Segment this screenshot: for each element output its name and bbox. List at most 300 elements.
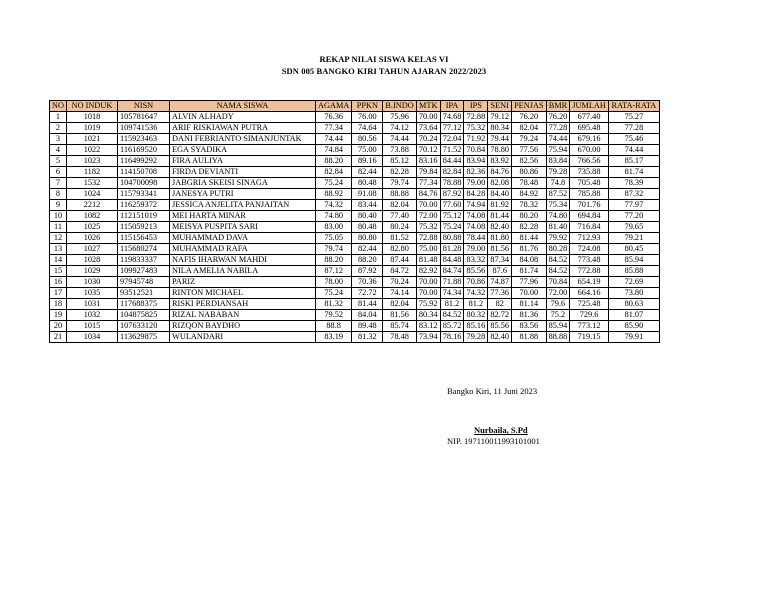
col-rata-rata-cell: 74.44 bbox=[608, 145, 659, 156]
col-jumlah-cell: 670.00 bbox=[570, 145, 609, 156]
col-rata-rata-cell: 79.91 bbox=[608, 332, 659, 343]
col-jumlah-cell: 695.48 bbox=[570, 123, 609, 134]
col-penjas-cell: 83.56 bbox=[512, 321, 547, 332]
col-nama-siswa-cell: JESSICA ANJELITA PANJAITAN bbox=[170, 200, 316, 211]
col-ipa-cell: 87.92 bbox=[440, 189, 464, 200]
col-nisn-cell: 115680274 bbox=[118, 244, 170, 255]
col-agama-cell: 77.34 bbox=[316, 123, 352, 134]
col-no-cell: 3 bbox=[50, 134, 67, 145]
col-penjas-cell: 82.56 bbox=[512, 156, 547, 167]
col-no-cell: 18 bbox=[50, 299, 67, 310]
table-row bbox=[50, 156, 660, 167]
col-jumlah-cell: 677.40 bbox=[570, 112, 609, 123]
col-bmr-cell: 75.2 bbox=[546, 310, 570, 321]
col-no-cell: 17 bbox=[50, 288, 67, 299]
col-bmr-cell: 79.28 bbox=[546, 167, 570, 178]
col-bmr-cell: 72.00 bbox=[546, 288, 570, 299]
col-no-cell: 10 bbox=[50, 211, 67, 222]
col-ips-cell: 74.08 bbox=[464, 222, 488, 233]
col-seni-cell: 82.40 bbox=[488, 332, 512, 343]
col-no-cell: 7 bbox=[50, 178, 67, 189]
col-penjas-cell: 82.28 bbox=[512, 222, 547, 233]
col-jumlah-cell: 712.93 bbox=[570, 233, 609, 244]
col-b-indo-cell: 79.74 bbox=[383, 178, 416, 189]
col-b-indo-cell: 77.40 bbox=[383, 211, 416, 222]
col-mtk-cell: 73.64 bbox=[416, 123, 440, 134]
col-agama-cell: 74.44 bbox=[316, 134, 352, 145]
col-no-induk-cell: 1082 bbox=[67, 211, 118, 222]
col-mtk-cell: 73.94 bbox=[416, 332, 440, 343]
col-ppkn-cell: 80.56 bbox=[352, 134, 383, 145]
col-rata-rata-cell: 79.21 bbox=[608, 233, 659, 244]
col-mtk-cell: 84.76 bbox=[416, 189, 440, 200]
col-jumlah-cell: 679.16 bbox=[570, 134, 609, 145]
col-nama-siswa-cell: RISKI PERDIANSAH bbox=[170, 299, 316, 310]
col-agama-cell: 88.8 bbox=[316, 321, 352, 332]
col-mtk-cell: 79.84 bbox=[416, 167, 440, 178]
col-ppkn-cell: 84.04 bbox=[352, 310, 383, 321]
col-no-induk-cell: 1027 bbox=[67, 244, 118, 255]
col-no-cell: 4 bbox=[50, 145, 67, 156]
col-ips-cell: 85.56 bbox=[464, 266, 488, 277]
col-no-induk-header: NO INDUK bbox=[67, 101, 118, 112]
col-no-cell: 13 bbox=[50, 244, 67, 255]
col-seni-cell: 79.12 bbox=[488, 112, 512, 123]
col-jumlah-cell: 785.88 bbox=[570, 189, 609, 200]
col-seni-cell: 85.56 bbox=[488, 321, 512, 332]
col-nisn-cell: 117688375 bbox=[118, 299, 170, 310]
col-penjas-cell: 80.86 bbox=[512, 167, 547, 178]
col-no-induk-cell: 1015 bbox=[67, 321, 118, 332]
signer-nip: NIP. 197110011993101001 bbox=[447, 436, 540, 446]
col-bmr-cell: 88.88 bbox=[546, 332, 570, 343]
col-penjas-cell: 77.96 bbox=[512, 277, 547, 288]
col-penjas-cell: 77.56 bbox=[512, 145, 547, 156]
col-agama-cell: 74.32 bbox=[316, 200, 352, 211]
col-ppkn-cell: 76.00 bbox=[352, 112, 383, 123]
col-no-cell: 9 bbox=[50, 200, 67, 211]
col-nama-siswa-cell: FIRDA DEVIANTI bbox=[170, 167, 316, 178]
table-row bbox=[50, 288, 660, 299]
col-ips-cell: 71.92 bbox=[464, 134, 488, 145]
col-no-induk-cell: 1029 bbox=[67, 266, 118, 277]
col-no-induk-cell: 1028 bbox=[67, 255, 118, 266]
col-no-cell: 14 bbox=[50, 255, 67, 266]
table-row bbox=[50, 233, 660, 244]
col-no-induk-cell: 2212 bbox=[67, 200, 118, 211]
col-ppkn-cell: 89.16 bbox=[352, 156, 383, 167]
col-b-indo-cell: 70.24 bbox=[383, 277, 416, 288]
col-mtk-cell: 70.24 bbox=[416, 134, 440, 145]
col-no-induk-cell: 1023 bbox=[67, 156, 118, 167]
col-no-induk-cell: 1018 bbox=[67, 112, 118, 123]
col-mtk-cell: 80.34 bbox=[416, 310, 440, 321]
col-penjas-header: PENJAS bbox=[512, 101, 547, 112]
col-seni-cell: 82 bbox=[488, 299, 512, 310]
col-no-induk-cell: 1532 bbox=[67, 178, 118, 189]
col-nama-siswa-cell: MUHAMMAD RAFA bbox=[170, 244, 316, 255]
col-rata-rata-cell: 77.20 bbox=[608, 211, 659, 222]
col-agama-cell: 75.05 bbox=[316, 233, 352, 244]
col-ips-cell: 75.32 bbox=[464, 123, 488, 134]
col-agama-cell: 74.80 bbox=[316, 211, 352, 222]
col-nisn-cell: 116499292 bbox=[118, 156, 170, 167]
table-row bbox=[50, 167, 660, 178]
col-no-induk-cell: 1019 bbox=[67, 123, 118, 134]
col-no-cell: 20 bbox=[50, 321, 67, 332]
col-mtk-cell: 70.00 bbox=[416, 277, 440, 288]
table-row bbox=[50, 266, 660, 277]
col-nisn-cell: 97945748 bbox=[118, 277, 170, 288]
col-nama-siswa-cell: RIZQON BAYDHO bbox=[170, 321, 316, 332]
col-ppkn-cell: 80.48 bbox=[352, 178, 383, 189]
col-nisn-cell: 93512521 bbox=[118, 288, 170, 299]
col-nama-siswa-cell: EGA SYADIKA bbox=[170, 145, 316, 156]
col-rata-rata-cell: 85.88 bbox=[608, 266, 659, 277]
col-nisn-cell: 107633120 bbox=[118, 321, 170, 332]
col-b-indo-cell: 74.12 bbox=[383, 123, 416, 134]
col-ips-cell: 81.2 bbox=[464, 299, 488, 310]
col-bmr-cell: 83.84 bbox=[546, 156, 570, 167]
col-ipa-cell: 81.2 bbox=[440, 299, 464, 310]
col-agama-cell: 79.52 bbox=[316, 310, 352, 321]
col-nisn-cell: 109927483 bbox=[118, 266, 170, 277]
col-ips-cell: 72.88 bbox=[464, 112, 488, 123]
col-no-cell: 1 bbox=[50, 112, 67, 123]
col-ppkn-cell: 89.48 bbox=[352, 321, 383, 332]
col-rata-rata-cell: 80.45 bbox=[608, 244, 659, 255]
table-row bbox=[50, 244, 660, 255]
col-seni-cell: 81.80 bbox=[488, 233, 512, 244]
col-jumlah-cell: 766.56 bbox=[570, 156, 609, 167]
col-jumlah-cell: 719.15 bbox=[570, 332, 609, 343]
col-b-indo-header: B.INDO bbox=[383, 101, 416, 112]
col-bmr-cell: 84.52 bbox=[546, 266, 570, 277]
col-b-indo-cell: 74.44 bbox=[383, 134, 416, 145]
col-ppkn-cell: 91.08 bbox=[352, 189, 383, 200]
col-penjas-cell: 81.76 bbox=[512, 244, 547, 255]
col-ipa-cell: 71.88 bbox=[440, 277, 464, 288]
col-rata-rata-cell: 75.27 bbox=[608, 112, 659, 123]
col-bmr-cell: 87.52 bbox=[546, 189, 570, 200]
place-date: Bangko Kiri, 11 Juni 2023 bbox=[447, 386, 538, 396]
col-seni-cell: 84.40 bbox=[488, 189, 512, 200]
col-jumlah-cell: 654.19 bbox=[570, 277, 609, 288]
col-seni-cell: 81.56 bbox=[488, 244, 512, 255]
col-penjas-cell: 81.88 bbox=[512, 332, 547, 343]
col-penjas-cell: 70.00 bbox=[512, 288, 547, 299]
col-rata-rata-cell: 87.32 bbox=[608, 189, 659, 200]
col-nama-siswa-cell: NAFIS IHARWAN MAHDI bbox=[170, 255, 316, 266]
col-rata-rata-cell: 75.46 bbox=[608, 134, 659, 145]
col-nisn-cell: 104875825 bbox=[118, 310, 170, 321]
col-bmr-cell: 74.44 bbox=[546, 134, 570, 145]
col-ipa-cell: 74.34 bbox=[440, 288, 464, 299]
table-body bbox=[50, 112, 660, 343]
col-ipa-cell: 75.24 bbox=[440, 222, 464, 233]
col-b-indo-cell: 73.88 bbox=[383, 145, 416, 156]
col-nisn-cell: 104700098 bbox=[118, 178, 170, 189]
col-no-cell: 19 bbox=[50, 310, 67, 321]
col-ips-cell: 74.94 bbox=[464, 200, 488, 211]
table-row bbox=[50, 222, 660, 233]
col-nama-siswa-cell: MUHAMMAD DAVA bbox=[170, 233, 316, 244]
col-ppkn-cell: 80.48 bbox=[352, 222, 383, 233]
col-ppkn-cell: 80.40 bbox=[352, 211, 383, 222]
col-b-indo-cell: 80.24 bbox=[383, 222, 416, 233]
col-seni-header: SENI bbox=[488, 101, 512, 112]
col-ipa-cell: 71.52 bbox=[440, 145, 464, 156]
col-mtk-cell: 75.00 bbox=[416, 244, 440, 255]
col-ipa-cell: 84.52 bbox=[440, 310, 464, 321]
col-ppkn-cell: 72.72 bbox=[352, 288, 383, 299]
col-no-induk-cell: 1182 bbox=[67, 167, 118, 178]
col-ips-cell: 74.32 bbox=[464, 288, 488, 299]
col-mtk-cell: 70.12 bbox=[416, 145, 440, 156]
col-no-induk-cell: 1022 bbox=[67, 145, 118, 156]
col-nama-siswa-cell: DANI FEBRIANTO SIMANJUNTAK bbox=[170, 134, 316, 145]
col-agama-cell: 81.32 bbox=[316, 299, 352, 310]
col-ppkn-cell: 80.80 bbox=[352, 233, 383, 244]
col-b-indo-cell: 75.96 bbox=[383, 112, 416, 123]
col-mtk-cell: 70.00 bbox=[416, 112, 440, 123]
col-jumlah-cell: 716.84 bbox=[570, 222, 609, 233]
col-nama-siswa-cell: JABGRIA SKEISI SINAGA bbox=[170, 178, 316, 189]
col-no-cell: 21 bbox=[50, 332, 67, 343]
col-seni-cell: 87.34 bbox=[488, 255, 512, 266]
col-mtk-cell: 81.48 bbox=[416, 255, 440, 266]
col-rata-rata-cell: 77.97 bbox=[608, 200, 659, 211]
table-row bbox=[50, 299, 660, 310]
col-nisn-header: NISN bbox=[118, 101, 170, 112]
col-nisn-cell: 119833337 bbox=[118, 255, 170, 266]
col-b-indo-cell: 78.48 bbox=[383, 332, 416, 343]
col-ipa-cell: 78.16 bbox=[440, 332, 464, 343]
col-nisn-cell: 109741536 bbox=[118, 123, 170, 134]
col-ppkn-header: PPKN bbox=[352, 101, 383, 112]
table-row bbox=[50, 310, 660, 321]
col-rata-rata-cell: 81.07 bbox=[608, 310, 659, 321]
table-row bbox=[50, 255, 660, 266]
table-row bbox=[50, 134, 660, 145]
col-penjas-cell: 78.48 bbox=[512, 178, 547, 189]
col-bmr-cell: 75.34 bbox=[546, 200, 570, 211]
col-penjas-cell: 79.24 bbox=[512, 134, 547, 145]
col-nama-siswa-cell: FIRA AULIYA bbox=[170, 156, 316, 167]
col-jumlah-cell: 735.88 bbox=[570, 167, 609, 178]
col-ips-cell: 78.44 bbox=[464, 233, 488, 244]
col-ipa-cell: 84.44 bbox=[440, 156, 464, 167]
col-jumlah-cell: 729.6 bbox=[570, 310, 609, 321]
col-penjas-cell: 84.92 bbox=[512, 189, 547, 200]
signer-name: Nurbaila, S.Pd bbox=[474, 425, 528, 435]
col-b-indo-cell: 82.04 bbox=[383, 200, 416, 211]
col-b-indo-cell: 81.56 bbox=[383, 310, 416, 321]
col-no-induk-cell: 1031 bbox=[67, 299, 118, 310]
col-mtk-cell: 83.12 bbox=[416, 321, 440, 332]
col-rata-rata-header: RATA-RATA bbox=[608, 101, 659, 112]
col-ips-cell: 79.00 bbox=[464, 244, 488, 255]
col-bmr-cell: 85.94 bbox=[546, 321, 570, 332]
col-rata-rata-cell: 78.39 bbox=[608, 178, 659, 189]
col-no-cell: 8 bbox=[50, 189, 67, 200]
col-ppkn-cell: 81.32 bbox=[352, 332, 383, 343]
col-rata-rata-cell: 85.90 bbox=[608, 321, 659, 332]
col-b-indo-cell: 82.80 bbox=[383, 244, 416, 255]
col-bmr-cell: 74.8 bbox=[546, 178, 570, 189]
col-no-induk-cell: 1021 bbox=[67, 134, 118, 145]
col-ipa-cell: 81.28 bbox=[440, 244, 464, 255]
col-penjas-cell: 80.20 bbox=[512, 211, 547, 222]
col-penjas-cell: 81.74 bbox=[512, 266, 547, 277]
col-no-cell: 6 bbox=[50, 167, 67, 178]
col-nisn-cell: 115923463 bbox=[118, 134, 170, 145]
col-jumlah-cell: 664.16 bbox=[570, 288, 609, 299]
col-no-induk-cell: 1030 bbox=[67, 277, 118, 288]
col-agama-cell: 75.24 bbox=[316, 288, 352, 299]
col-bmr-cell: 79.92 bbox=[546, 233, 570, 244]
col-seni-cell: 77.36 bbox=[488, 288, 512, 299]
col-rata-rata-cell: 79.65 bbox=[608, 222, 659, 233]
table-header-row bbox=[50, 101, 660, 112]
col-nisn-cell: 114150708 bbox=[118, 167, 170, 178]
col-b-indo-cell: 74.14 bbox=[383, 288, 416, 299]
col-b-indo-cell: 82.28 bbox=[383, 167, 416, 178]
col-agama-cell: 83.19 bbox=[316, 332, 352, 343]
col-seni-cell: 82.72 bbox=[488, 310, 512, 321]
col-nama-siswa-cell: RINTON MICHAEL bbox=[170, 288, 316, 299]
col-ips-cell: 70.86 bbox=[464, 277, 488, 288]
col-bmr-cell: 77.28 bbox=[546, 123, 570, 134]
col-b-indo-cell: 85.74 bbox=[383, 321, 416, 332]
col-agama-cell: 88.92 bbox=[316, 189, 352, 200]
col-seni-cell: 81.92 bbox=[488, 200, 512, 211]
col-seni-cell: 83.92 bbox=[488, 156, 512, 167]
col-bmr-cell: 75.94 bbox=[546, 145, 570, 156]
col-seni-cell: 79.44 bbox=[488, 134, 512, 145]
col-penjas-cell: 81.36 bbox=[512, 310, 547, 321]
col-ips-cell: 70.84 bbox=[464, 145, 488, 156]
col-agama-cell: 74.84 bbox=[316, 145, 352, 156]
col-ips-cell: 85.16 bbox=[464, 321, 488, 332]
col-agama-cell: 88.20 bbox=[316, 255, 352, 266]
col-no-cell: 5 bbox=[50, 156, 67, 167]
col-agama-cell: 87.12 bbox=[316, 266, 352, 277]
col-no-header: NO bbox=[50, 101, 67, 112]
col-nama-siswa-cell: MEISYA PUSPITA SARI bbox=[170, 222, 316, 233]
col-bmr-header: BMR bbox=[546, 101, 570, 112]
col-nisn-cell: 115059213 bbox=[118, 222, 170, 233]
col-rata-rata-cell: 81.74 bbox=[608, 167, 659, 178]
col-ips-cell: 83.32 bbox=[464, 255, 488, 266]
col-ppkn-cell: 70.36 bbox=[352, 277, 383, 288]
col-ppkn-cell: 81.44 bbox=[352, 299, 383, 310]
col-ips-cell: 79.28 bbox=[464, 332, 488, 343]
col-no-cell: 12 bbox=[50, 233, 67, 244]
col-ppkn-cell: 82.44 bbox=[352, 244, 383, 255]
col-ips-cell: 84.28 bbox=[464, 189, 488, 200]
col-ppkn-cell: 75.00 bbox=[352, 145, 383, 156]
col-ipa-cell: 74.68 bbox=[440, 112, 464, 123]
report-title: REKAP NILAI SISWA KELAS VI bbox=[319, 54, 449, 64]
col-mtk-cell: 75.32 bbox=[416, 222, 440, 233]
col-mtk-header: MTK bbox=[416, 101, 440, 112]
table-row bbox=[50, 321, 660, 332]
table-row bbox=[50, 211, 660, 222]
col-bmr-cell: 74.80 bbox=[546, 211, 570, 222]
col-nama-siswa-cell: NILA AMELIA NABILA bbox=[170, 266, 316, 277]
col-seni-cell: 87.6 bbox=[488, 266, 512, 277]
col-no-induk-cell: 1026 bbox=[67, 233, 118, 244]
grades-table bbox=[49, 100, 660, 343]
col-mtk-cell: 82.92 bbox=[416, 266, 440, 277]
col-nama-siswa-cell: PARIZ bbox=[170, 277, 316, 288]
col-b-indo-cell: 81.52 bbox=[383, 233, 416, 244]
col-agama-cell: 82.84 bbox=[316, 167, 352, 178]
col-bmr-cell: 70.84 bbox=[546, 277, 570, 288]
col-no-induk-cell: 1025 bbox=[67, 222, 118, 233]
col-mtk-cell: 77.34 bbox=[416, 178, 440, 189]
col-nisn-cell: 112151019 bbox=[118, 211, 170, 222]
col-rata-rata-cell: 72.69 bbox=[608, 277, 659, 288]
col-ipa-header: IPA bbox=[440, 101, 464, 112]
col-penjas-cell: 78.32 bbox=[512, 200, 547, 211]
col-ipa-cell: 78.88 bbox=[440, 178, 464, 189]
col-no-induk-cell: 1035 bbox=[67, 288, 118, 299]
col-ipa-cell: 77.12 bbox=[440, 123, 464, 134]
col-bmr-cell: 76.20 bbox=[546, 112, 570, 123]
col-nisn-cell: 116259372 bbox=[118, 200, 170, 211]
col-rata-rata-cell: 73.80 bbox=[608, 288, 659, 299]
col-penjas-cell: 81.44 bbox=[512, 233, 547, 244]
report-subtitle: SDN 005 BANGKO KIRI TAHUN AJARAN 2022/2023 bbox=[281, 66, 487, 76]
col-ips-cell: 83.94 bbox=[464, 156, 488, 167]
col-nama-siswa-cell: WULANDARI bbox=[170, 332, 316, 343]
col-jumlah-cell: 772.88 bbox=[570, 266, 609, 277]
col-bmr-cell: 84.52 bbox=[546, 255, 570, 266]
table-row bbox=[50, 178, 660, 189]
col-b-indo-cell: 88.88 bbox=[383, 189, 416, 200]
col-jumlah-cell: 701.76 bbox=[570, 200, 609, 211]
col-b-indo-cell: 85.12 bbox=[383, 156, 416, 167]
col-nama-siswa-cell: ALVIN ALHADY bbox=[170, 112, 316, 123]
col-nama-siswa-cell: RIZAL NABABAN bbox=[170, 310, 316, 321]
col-ipa-cell: 75.12 bbox=[440, 211, 464, 222]
col-seni-cell: 84.76 bbox=[488, 167, 512, 178]
col-ips-header: IPS bbox=[464, 101, 488, 112]
col-nama-siswa-cell: JANESYA PUTRI bbox=[170, 189, 316, 200]
col-bmr-cell: 81.40 bbox=[546, 222, 570, 233]
table-row bbox=[50, 123, 660, 134]
table-row bbox=[50, 145, 660, 156]
col-nama-siswa-cell: ARIF RISKIAWAN PUTRA bbox=[170, 123, 316, 134]
col-ips-cell: 80.32 bbox=[464, 310, 488, 321]
col-mtk-cell: 70.00 bbox=[416, 288, 440, 299]
col-jumlah-cell: 724.08 bbox=[570, 244, 609, 255]
table-row bbox=[50, 200, 660, 211]
col-agama-cell: 76.36 bbox=[316, 112, 352, 123]
col-mtk-cell: 83.16 bbox=[416, 156, 440, 167]
col-bmr-cell: 79.6 bbox=[546, 299, 570, 310]
col-seni-cell: 82.40 bbox=[488, 222, 512, 233]
col-agama-cell: 88.20 bbox=[316, 156, 352, 167]
col-no-cell: 16 bbox=[50, 277, 67, 288]
col-penjas-cell: 84.08 bbox=[512, 255, 547, 266]
col-ppkn-cell: 82.44 bbox=[352, 167, 383, 178]
col-mtk-cell: 72.00 bbox=[416, 211, 440, 222]
col-rata-rata-cell: 80.63 bbox=[608, 299, 659, 310]
table-row bbox=[50, 332, 660, 343]
